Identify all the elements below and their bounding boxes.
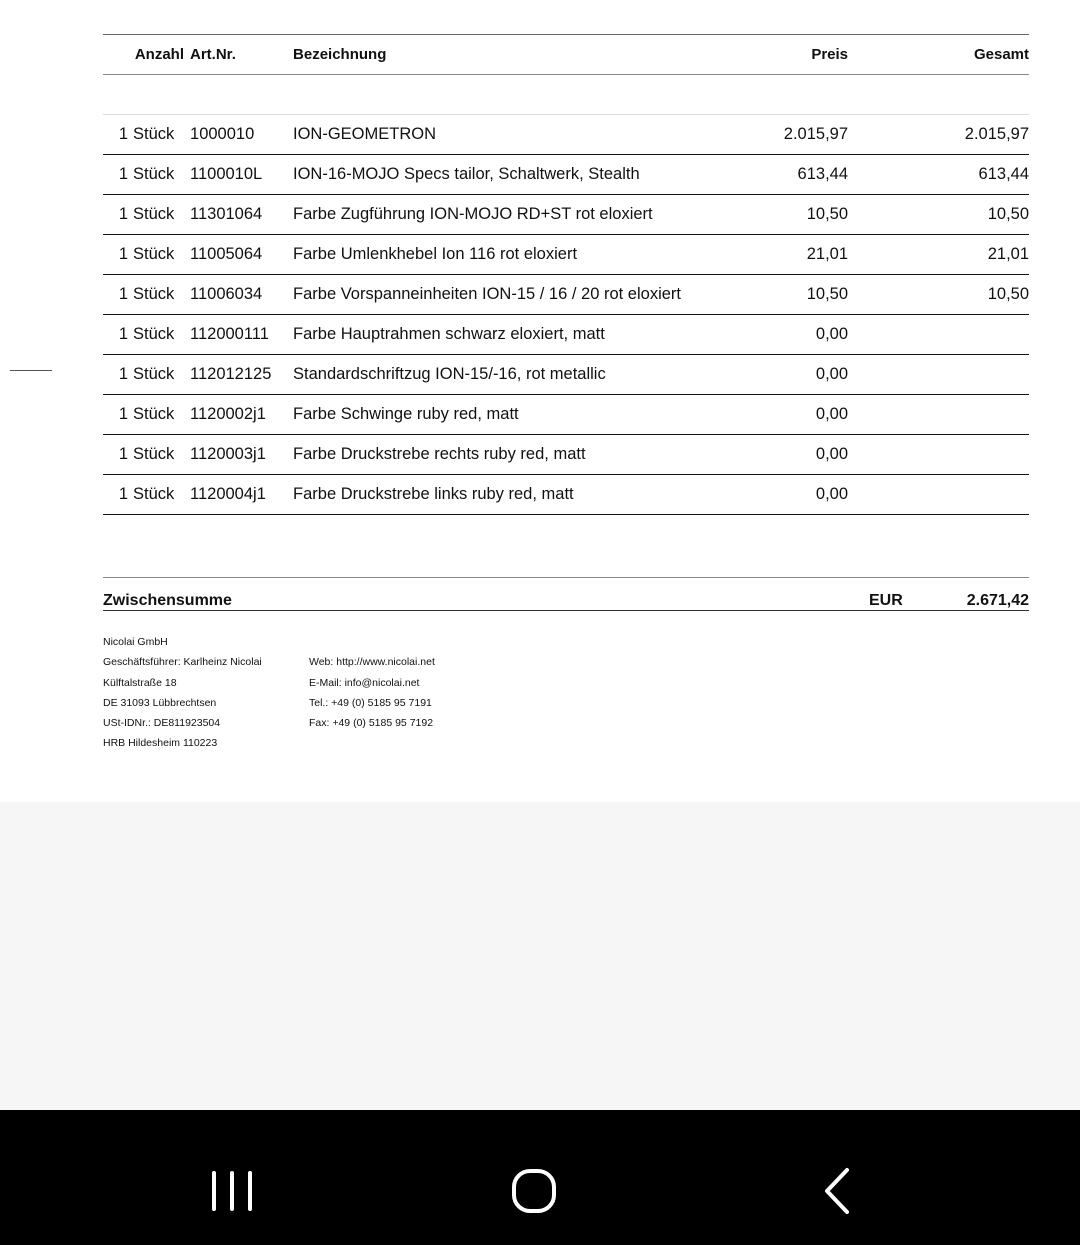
- row-artnr: 11301064: [190, 195, 293, 235]
- header-price: Preis: [748, 35, 848, 75]
- row-artnr: 1120002j1: [190, 395, 293, 435]
- table-row: [103, 275, 1029, 315]
- row-artnr: 112000111: [190, 315, 293, 355]
- row-unit: Stück: [133, 435, 190, 475]
- row-total: [848, 395, 1029, 435]
- row-qty: 1: [103, 395, 133, 435]
- row-unit: Stück: [133, 155, 190, 195]
- row-description: Standardschriftzug ION-15/-16, rot metallic: [293, 355, 748, 395]
- header-total: Gesamt: [848, 35, 1029, 75]
- row-unit: Stück: [133, 235, 190, 275]
- row-total: 2.015,97: [848, 115, 1029, 155]
- footer-contact-block: [309, 652, 435, 733]
- back-icon: [798, 1150, 878, 1230]
- row-artnr: 112012125: [190, 355, 293, 395]
- row-description: Farbe Druckstrebe rechts ruby red, matt: [293, 435, 748, 475]
- row-unit: Stück: [133, 195, 190, 235]
- row-qty: 1: [103, 155, 133, 195]
- row-price: 0,00: [748, 435, 848, 475]
- subtotal-row: [103, 577, 1029, 611]
- table-row: [103, 355, 1029, 395]
- row-qty: 1: [103, 275, 133, 315]
- row-unit: Stück: [133, 315, 190, 355]
- table-row: [103, 235, 1029, 275]
- recent-apps-button[interactable]: [192, 1150, 272, 1230]
- table-row: [103, 195, 1029, 235]
- back-button[interactable]: [798, 1150, 878, 1230]
- subtotal-currency: EUR: [869, 592, 903, 609]
- row-qty: 1: [103, 195, 133, 235]
- table-row: [103, 395, 1029, 435]
- row-artnr: 11006034: [190, 275, 293, 315]
- home-icon: [494, 1150, 574, 1230]
- system-navigation-bar: [0, 1110, 1080, 1245]
- footer-email: E-Mail: info@nicolai.net: [309, 676, 420, 689]
- row-qty: 1: [103, 355, 133, 395]
- table-row: [103, 155, 1029, 195]
- row-artnr: 1100010L: [190, 155, 293, 195]
- footer-address-block: [103, 632, 262, 754]
- row-price: 21,01: [748, 235, 848, 275]
- row-artnr: 11005064: [190, 235, 293, 275]
- row-description: ION-16-MOJO Specs tailor, Schaltwerk, Stealth: [293, 155, 748, 195]
- row-description: ION-GEOMETRON: [293, 115, 748, 155]
- row-total: 613,44: [848, 155, 1029, 195]
- margin-marker: [10, 370, 52, 371]
- row-artnr: 1120004j1: [190, 475, 293, 515]
- footer-company: Nicolai GmbH: [103, 636, 168, 648]
- footer-city: DE 31093 Lübbrechtsen: [103, 696, 217, 709]
- row-qty: 1: [103, 315, 133, 355]
- header-qty: Anzahl: [103, 35, 190, 75]
- row-description: Farbe Zugführung ION-MOJO RD+ST rot eloxiert: [293, 195, 748, 235]
- row-total: [848, 315, 1029, 355]
- table-header-row: [103, 35, 1029, 75]
- header-description: Bezeichnung: [293, 35, 748, 75]
- row-total: 10,50: [848, 275, 1029, 315]
- row-price: 0,00: [748, 395, 848, 435]
- row-qty: 1: [103, 115, 133, 155]
- footer-web: Web: http://www.nicolai.net: [309, 656, 435, 669]
- footer-ceo: Geschäftsführer: Karlheinz Nicolai: [103, 656, 262, 669]
- header-artnr: Art.Nr.: [190, 35, 293, 75]
- footer-register: HRB Hildesheim 110223: [103, 737, 218, 750]
- row-description: Farbe Hauptrahmen schwarz eloxiert, matt: [293, 315, 748, 355]
- row-unit: Stück: [133, 395, 190, 435]
- row-price: 2.015,97: [748, 115, 848, 155]
- row-price: 10,50: [748, 195, 848, 235]
- invoice-table: [103, 34, 1029, 515]
- row-description: Farbe Vorspanneinheiten ION-15 / 16 / 20 rot eloxiert: [293, 275, 748, 315]
- row-description: Farbe Umlenkhebel Ion 116 rot eloxiert: [293, 235, 748, 275]
- table-row: [103, 435, 1029, 475]
- row-artnr: 1120003j1: [190, 435, 293, 475]
- table-row: [103, 475, 1029, 515]
- row-description: Farbe Schwinge ruby red, matt: [293, 395, 748, 435]
- row-price: 613,44: [748, 155, 848, 195]
- table-row: [103, 315, 1029, 355]
- row-total: [848, 475, 1029, 515]
- row-unit: Stück: [133, 475, 190, 515]
- row-total: 21,01: [848, 235, 1029, 275]
- table-row: [103, 115, 1029, 155]
- recent-apps-icon: [192, 1150, 272, 1230]
- row-description: Farbe Druckstrebe links ruby red, matt: [293, 475, 748, 515]
- row-price: 0,00: [748, 475, 848, 515]
- row-total: 10,50: [848, 195, 1029, 235]
- row-unit: Stück: [133, 115, 190, 155]
- table-spacer-row: [103, 75, 1029, 115]
- row-qty: 1: [103, 235, 133, 275]
- subtotal-amount: 2.671,42: [966, 592, 1029, 609]
- row-price: 0,00: [748, 315, 848, 355]
- row-unit: Stück: [133, 275, 190, 315]
- row-price: 10,50: [748, 275, 848, 315]
- row-qty: 1: [103, 475, 133, 515]
- subtotal-label: Zwischensumme: [103, 592, 232, 609]
- row-artnr: 1000010: [190, 115, 293, 155]
- row-qty: 1: [103, 435, 133, 475]
- footer-street: Külftalstraße 18: [103, 676, 177, 689]
- row-price: 0,00: [748, 355, 848, 395]
- row-unit: Stück: [133, 355, 190, 395]
- home-button[interactable]: [494, 1150, 574, 1230]
- footer-fax: Fax: +49 (0) 5185 95 7192: [309, 717, 434, 730]
- row-total: [848, 355, 1029, 395]
- footer-tel: Tel.: +49 (0) 5185 95 7191: [309, 696, 432, 709]
- footer-vat: USt-IDNr.: DE811923504: [103, 717, 221, 730]
- row-total: [848, 435, 1029, 475]
